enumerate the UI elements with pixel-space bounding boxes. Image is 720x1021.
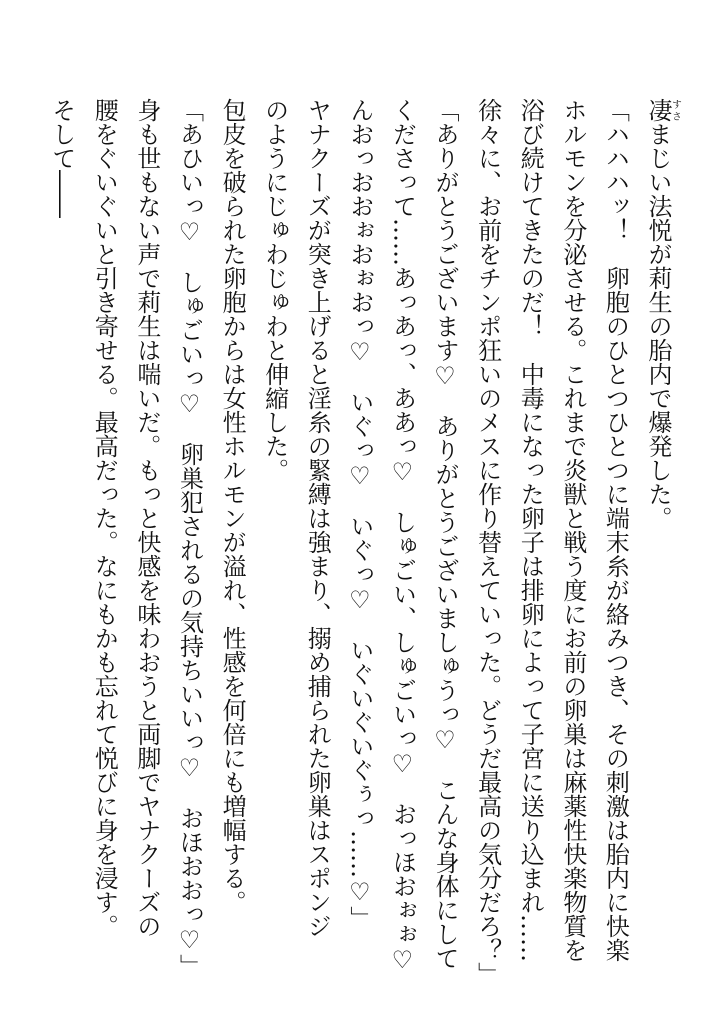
ruby-word — [644, 98, 681, 122]
vertical-text-page — [38, 98, 680, 988]
text-line-6: 「ありがとうございます♡ ありがとうございましゅうっ♡ こんな身体にして — [431, 98, 460, 970]
text-line-5: 徐々に、お前をチンポ狂いのメスに作り替えていった。どうだ最高の気分だろ？」 — [473, 98, 502, 986]
line-text: まじい法悦が莉生の胎内で爆発した。 — [644, 122, 672, 530]
text-line-7: くださって……あっあっ、ああっ♡ しゅごい、しゅごいっ♡ おっほおぉぉ♡ — [388, 98, 417, 974]
text-line-4: 浴び続けてきたのだ！ 中毒になった卵子は排卵によって子宮に送り込まれ…… — [516, 98, 545, 962]
ruby-base: 凄 — [644, 98, 672, 122]
text-line-1 — [636, 98, 680, 988]
text-line-3: ホルモンを分泌させる。これまで炎獣と戦う度にお前の卵巣は麻薬性快楽物質を — [558, 98, 587, 962]
text-line-8: んおっおおぉおぉおっ♡ いぐっ♡ いぐっ♡ いぐいぐいぐぅっ……♡」 — [345, 98, 374, 930]
ruby-reading: すさ — [669, 98, 681, 122]
text-line-15: そして―― — [47, 98, 76, 218]
text-line-2: 「ハハハッ！ 卵胞のひとつひとつに端末糸が絡みつき、その刺激は胎内に快楽 — [601, 98, 630, 962]
text-line-10: のようにじゅわじゅわと伸縮した。 — [260, 98, 289, 482]
text-line-9: ヤナクーズが突き上げると淫糸の緊縛は強まり、搦め捕られた卵巣はスポンジ — [303, 98, 332, 938]
text-line-12: 「あひいっ♡ しゅごいっ♡ 卵巣犯されるの気持ちいいっ♡ おほおおっ♡」 — [175, 98, 204, 978]
text-line-14: 腰をぐいぐいと引き寄せる。最高だった。なにもかも忘れて悦びに身を浸す。 — [90, 98, 119, 938]
text-line-13: 身も世もない声で莉生は喘いだ。もっと快感を味わおうと両脚でヤナクーズの — [132, 98, 161, 938]
text-line-11: 包皮を破られた卵胞からは女性ホルモンが溢れ、性感を何倍にも増幅する。 — [218, 98, 247, 914]
